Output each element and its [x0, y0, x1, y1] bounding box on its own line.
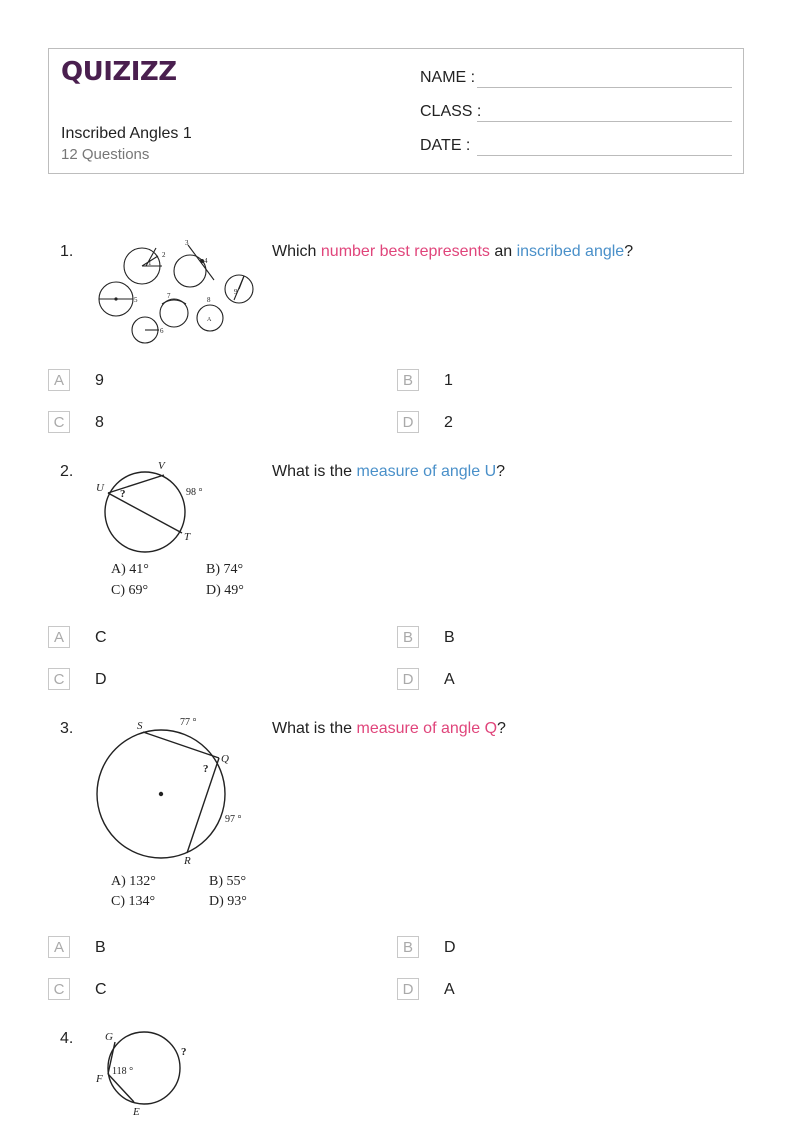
date-field[interactable]: [420, 137, 470, 155]
fig1-label-4: 4: [204, 257, 208, 265]
q1-option-c-text: 8: [95, 414, 104, 431]
q1-text-part-2: number best represents: [320, 243, 490, 260]
q1-option-c-box[interactable]: C: [48, 411, 70, 433]
fig3-label-arc-2: 97 °: [225, 814, 242, 825]
fig4-label-e: E: [133, 1106, 140, 1118]
fig1-label-5: 5: [134, 296, 138, 304]
q3-text-part-1: What is the: [272, 720, 357, 737]
fig4-label-g: G: [105, 1031, 113, 1043]
question-2-figure: [94, 455, 264, 605]
q3-option-a-box[interactable]: A: [48, 936, 70, 958]
name-label: NAME :: [420, 69, 476, 86]
q1-option-d-text: 2: [444, 414, 453, 431]
fig2-label-v: V: [158, 460, 165, 472]
fig2-label-arc: 98 °: [186, 487, 203, 498]
q1-text-part-4: inscribed angle: [516, 243, 625, 260]
question-4-figure: [92, 1024, 202, 1120]
fig3-choice-b: B) 55°: [209, 874, 247, 889]
question-2-text: [272, 463, 505, 481]
fig1-label-8: 8: [207, 296, 211, 304]
fig3-label-s: S: [137, 720, 143, 732]
fig3-choice-d: D) 93°: [209, 894, 247, 909]
q2-option-b-text: B: [444, 629, 455, 646]
class-line: [477, 121, 732, 122]
q2-option-c-box[interactable]: C: [48, 668, 70, 690]
q2-text-part-1: What is the: [272, 463, 357, 480]
question-3-text: [272, 720, 506, 738]
name-line: [477, 87, 732, 88]
q1-option-a-box[interactable]: A: [48, 369, 70, 391]
date-label: DATE :: [420, 137, 471, 154]
question-4-number: 4.: [60, 1030, 74, 1047]
q1-option-d-box[interactable]: D: [397, 411, 419, 433]
q1-text-part-1: Which: [272, 243, 321, 260]
q3-text-part-2: measure of angle Q: [356, 720, 498, 737]
q3-option-c-text: C: [95, 981, 107, 998]
class-field[interactable]: [420, 103, 481, 121]
fig2-label-unknown: ?: [120, 488, 126, 500]
quizizz-logo: QUIZIZZ: [61, 57, 177, 87]
question-1-text: [272, 243, 633, 261]
question-2-number: 2.: [60, 463, 74, 480]
fig2-choice-a: A) 41°: [111, 562, 149, 577]
q3-option-d-text: A: [444, 981, 455, 998]
worksheet-title: Inscribed Angles 1: [61, 125, 192, 142]
q2-option-c-text: D: [95, 671, 107, 688]
fig3-label-q: Q: [221, 753, 229, 765]
q3-option-c-box[interactable]: C: [48, 978, 70, 1000]
q1-option-b-text: 1: [444, 372, 453, 389]
fig1-label-2: 2: [162, 251, 166, 259]
question-count: 12 Questions: [61, 146, 150, 163]
q2-option-a-text: C: [95, 629, 107, 646]
fig2-label-u: U: [96, 482, 104, 494]
fig3-label-unknown: ?: [203, 763, 209, 775]
q2-text-part-2: measure of angle U: [356, 463, 497, 480]
worksheet-header: [48, 48, 744, 174]
fig3-label-r: R: [184, 855, 191, 867]
question-1-figure: [96, 238, 260, 346]
q2-option-d-box[interactable]: D: [397, 668, 419, 690]
fig1-label-7: 7: [167, 292, 171, 300]
name-field[interactable]: [420, 69, 475, 87]
q2-text-part-3: ?: [496, 463, 506, 480]
q2-option-a-box[interactable]: A: [48, 626, 70, 648]
fig1-label-3: 3: [185, 239, 189, 247]
q2-option-b-box[interactable]: B: [397, 626, 419, 648]
question-3-number: 3.: [60, 720, 74, 737]
class-label: CLASS :: [420, 103, 482, 120]
fig1-label-1: 1: [148, 259, 152, 267]
fig2-choice-c: C) 69°: [111, 583, 149, 598]
question-3-figure: [92, 712, 264, 914]
q2-option-d-text: A: [444, 671, 455, 688]
q3-option-b-text: D: [444, 939, 456, 956]
q1-option-a-text: 9: [95, 372, 104, 389]
q1-text-part-3: an: [489, 243, 517, 260]
fig2-label-t: T: [184, 531, 191, 543]
q3-text-part-3: ?: [497, 720, 506, 737]
fig3-choice-c: C) 134°: [111, 894, 156, 909]
q3-option-a-text: B: [95, 939, 106, 956]
q3-option-b-box[interactable]: B: [397, 936, 419, 958]
fig3-label-arc-1: 77 °: [180, 717, 197, 728]
fig3-choice-a: A) 132°: [111, 874, 156, 889]
fig1-label-9: 9: [234, 288, 238, 296]
question-1-number: 1.: [60, 243, 74, 260]
q3-option-d-box[interactable]: D: [397, 978, 419, 1000]
svg-text:A: A: [207, 317, 212, 323]
fig1-label-6: 6: [160, 327, 164, 335]
date-line: [477, 155, 732, 156]
fig4-label-angle: 118 °: [112, 1066, 134, 1077]
q1-text-part-5: ?: [624, 243, 634, 260]
fig4-label-unknown: ?: [181, 1046, 187, 1058]
fig2-choice-b: B) 74°: [206, 562, 244, 577]
q1-option-b-box[interactable]: B: [397, 369, 419, 391]
fig4-label-f: F: [96, 1073, 103, 1085]
fig2-choice-d: D) 49°: [206, 583, 244, 598]
